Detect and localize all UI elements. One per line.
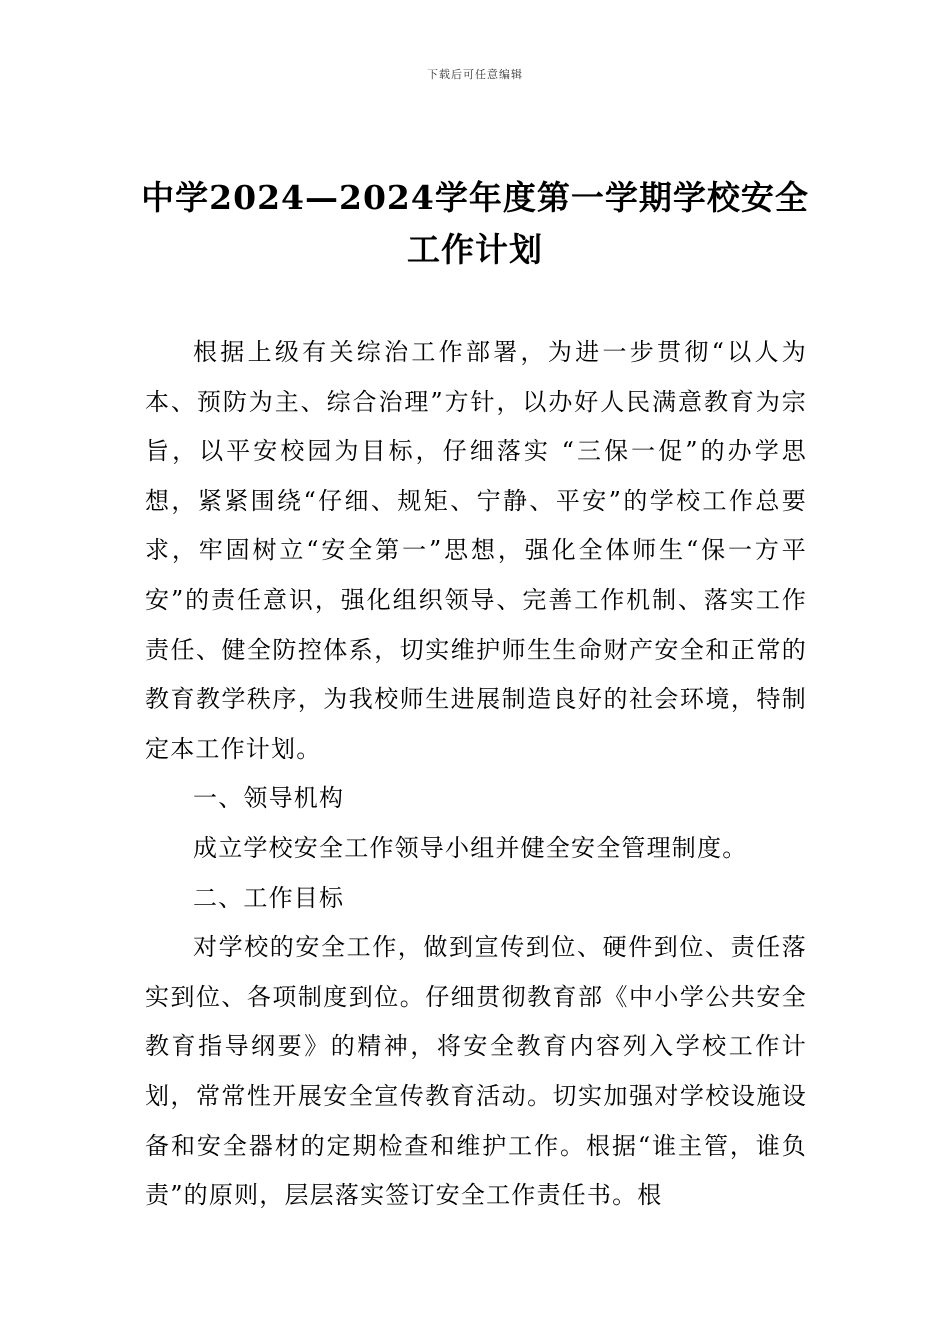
section-heading-leadership: 一、领导机构 bbox=[193, 784, 345, 813]
intro-paragraph: 根据上级有关综治工作部署，为进一步贯彻“以人为本、预防为主、综合治理”方针，以办好人民满意教育为宗旨，以平安校园为目标，仔细落实 “三保一促”的办学思想，紧紧围绕“仔细、规矩、宁静、平安”的学校工作总要求，牢固树立“安全第一”思想，强化全体师生“保一方平安”的责任意识，强化组织领导、完善工作机制、落实工作责任、健全防控体系，切实维护师生生命财产安全和正常的教育教学秩序，为我校师生进展制造良好的社会环境，特制定本工作计划。 bbox=[145, 338, 807, 763]
goals-paragraph: 对学校的安全工作，做到宣传到位、硬件到位、责任落实到位、各项制度到位。仔细贯彻教育部《中小学公共安全教育指导纲要》的精神，将安全教育内容列入学校工作计划，常常性开展安全宣传教育活动。切实加强对学校设施设备和安全器材的定期检查和维护工作。根据“谁主管，谁负责”的原则，层层落实签订安全工作责任书。根 bbox=[145, 933, 807, 1210]
section-heading-goals: 二、工作目标 bbox=[193, 883, 345, 912]
document-title: 中学2024—2024学年度第一学期学校安全工作计划 bbox=[141, 178, 809, 269]
leadership-paragraph: 成立学校安全工作领导小组并健全安全管理制度。 bbox=[193, 833, 748, 862]
header-note: 下载后可任意编辑 bbox=[427, 68, 523, 81]
document-body bbox=[145, 328, 807, 1221]
